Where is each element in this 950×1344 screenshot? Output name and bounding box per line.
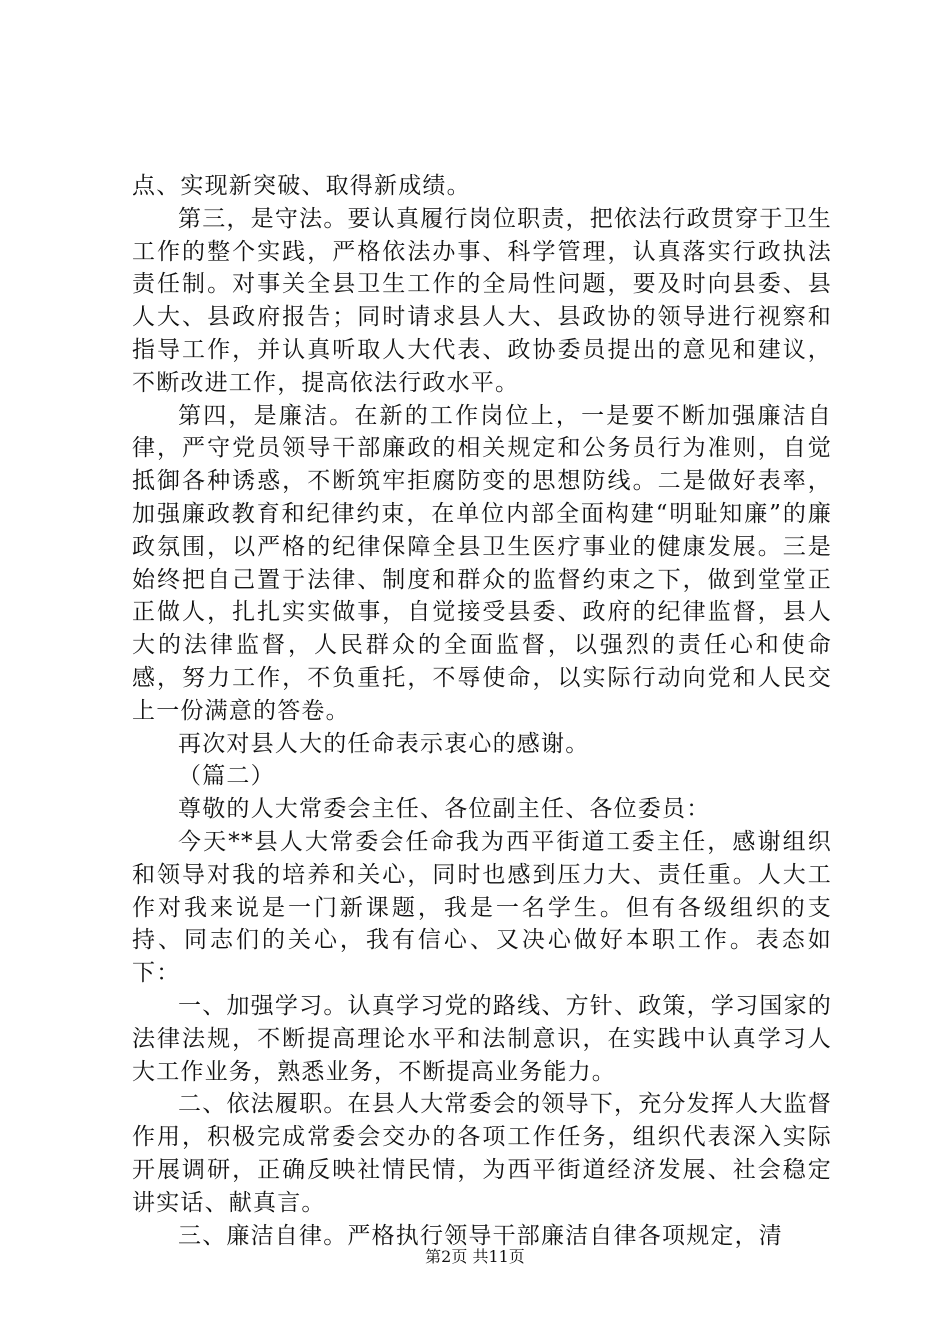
page-number-footer: 第2页 共11页 — [425, 1247, 525, 1266]
paragraph-8: 一、加强学习。认真学习党的路线、方针、政策，学习国家的法律法规，不断提高理论水平和法制意识，在实践中认真学习人大工作业务，熟悉业务，不断提高业务能力。 — [132, 992, 832, 1085]
paragraph-1: 点、实现新突破、取得新成绩。 — [132, 173, 471, 199]
paragraph-4: 再次对县人大的任命表示衷心的感谢。 — [178, 730, 590, 757]
paragraph-10: 三、廉洁自律。严格执行领导干部廉洁自律各项规定，清 — [178, 1222, 783, 1249]
salutation: 尊敬的人大常委会主任、各位副主任、各位委员： — [178, 796, 711, 823]
section-heading: （篇二） — [178, 763, 275, 790]
paragraph-2: 第三，是守法。要认真履行岗位职责，把依法行政贯穿于卫生工作的整个实践，严格依法办事、科学管理，认真落实行政执法责任制。对事关全县卫生工作的全局性问题，要及时向县委、县人大、县政府报告；同时请求县人大、县政协的领导进行视察和指导工作，并认真听取人大代表、政协委员提出的意见和建议，不断改进工作，提高依法行政水平。 — [132, 205, 832, 396]
paragraph-9: 二、依法履职。在县人大常委会的领导下，充分发挥人大监督作用，积极完成常委会交办的各项工作任务，组织代表深入实际开展调研，正确反映社情民情，为西平街道经济发展、社会稳定讲实话、献真言。 — [132, 1091, 832, 1216]
document-body — [132, 170, 832, 1252]
paragraph-7: 今天**县人大常委会任命我为西平街道工委主任，感谢组织和领导对我的培养和关心，同时也感到压力大、责任重。人大工作对我来说是一门新课题，我是一名学生。但有各级组织的支持、同志们的关心，我有信心、又决心做好本职工作。表态如下： — [132, 828, 832, 987]
paragraph-3: 第四，是廉洁。在新的工作岗位上，一是要不断加强廉洁自律，严守党员领导干部廉政的相关规定和公务员行为准则，自觉抵御各种诱惑，不断筑牢拒腐防变的思想防线。二是做好表率，加强廉政教育和纪律约束，在单位内部全面构建“明耻知廉”的廉政氛围，以严格的纪律保障全县卫生医疗事业的健康发展。三是始终把自己置于法律、制度和群众的监督约束之下，做到堂堂正正做人，扎扎实实做事，自觉接受县委、政府的纪律监督，县人大的法律监督，人民群众的全面监督，以强烈的责任心和使命感，努力工作，不负重托，不辱使命，以实际行动向党和人民交上一份满意的答卷。 — [132, 402, 832, 724]
